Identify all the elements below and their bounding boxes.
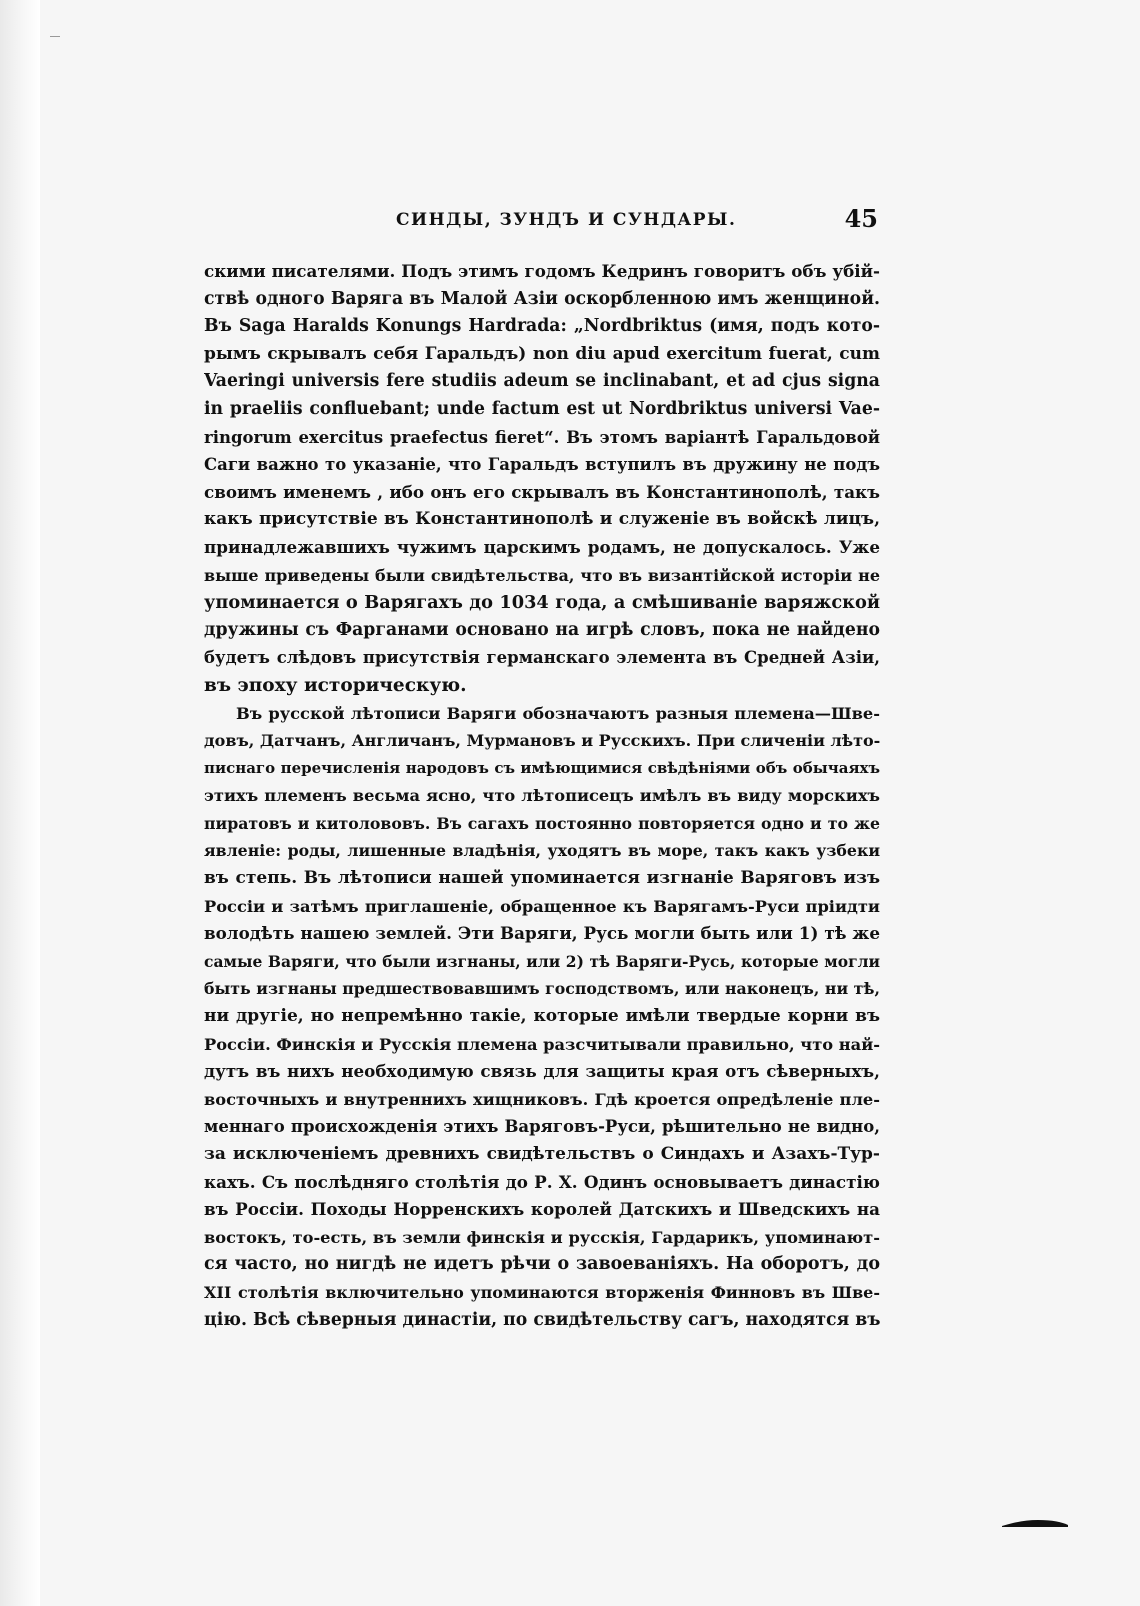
text-line: Саги важно то указаніе, что Гаральдъ вступилъ въ дружину не подъ (204, 455, 880, 475)
text-line: за исключеніемъ древнихъ свидѣтельствъ о Синдахъ и Азахъ-Тур- (204, 1144, 880, 1164)
text-line: быть изгнаны предшествовавшимъ господствомъ, или наконецъ, ни тѣ, (204, 979, 880, 999)
text-line: меннаго происхожденія этихъ Варяговъ-Руси, рѣшительно не видно, (204, 1117, 880, 1137)
text-line: дружины съ Фарганами основано на игрѣ словъ, пока не найдено (204, 619, 880, 640)
scan-mark (50, 36, 60, 37)
page-header (204, 206, 882, 236)
text-line: упоминается о Варягахъ до 1034 года, а смѣшиваніе варяжской (204, 592, 880, 614)
text-line: какъ присутствіе въ Константинополѣ и служеніе въ войскѣ лицъ, (204, 509, 880, 530)
text-line: кахъ. Съ послѣдняго столѣтія до Р. Х. Одинъ основываетъ династію (204, 1171, 880, 1192)
text-line: въ эпоху историческую. (204, 674, 467, 696)
text-line: восточныхъ и внутреннихъ хищниковъ. Гдѣ кроется опредѣленіе пле- (204, 1089, 880, 1109)
paragraph-2 (204, 700, 880, 1335)
text-line: самые Варяги, что были изгнаны, или 2) тѣ Варяги-Русь, которые могли (204, 951, 880, 971)
text-line: ся часто, но нигдѣ не идетъ рѣчи о завоеваніяхъ. На оборотъ, до (204, 1254, 880, 1275)
running-title: СИНДЫ, ЗУНДЪ И СУНДАРЫ. (396, 210, 737, 230)
text-line: писнаго перечисленія народовъ съ имѣющимися свѣдѣніями объ обычаяхъ (204, 758, 880, 777)
text-line: in praeliis confluebant; unde factum est ut Nordbriktus universi Vae- (204, 398, 880, 419)
text-line: довъ, Датчанъ, Англичанъ, Мурмановъ и Русскихъ. При сличеніи лѣто- (204, 731, 880, 751)
paragraph-1 (204, 258, 880, 700)
text-line: въ Россіи. Походы Норренскихъ королей Датскихъ и Шведскихъ на (204, 1199, 880, 1220)
text-body (204, 258, 880, 1334)
text-line: въ степь. Въ лѣтописи нашей упоминается изгнаніе Варяговъ изъ (204, 868, 880, 889)
text-line: ствѣ одного Варяга въ Малой Азіи оскорбленною имъ женщиной. (204, 288, 880, 309)
text-line: ни другіе, но непремѣнно такіе, которые имѣли твердые корни въ (204, 1006, 880, 1027)
text-line: рымъ скрывалъ себя Гаральдъ) non diu apud exercitum fuerat, cum (204, 343, 880, 364)
text-line: выше приведены были свидѣтельства, что въ византійской исторіи не (204, 565, 880, 585)
text-line: ringorum exercitus praefectus fieret“. Въ этомъ варіантѣ Гаральдовой (204, 427, 880, 447)
text-line: XII столѣтія включительно упоминаются вторженія Финновъ въ Шве- (204, 1282, 880, 1302)
text-line: востокъ, то-есть, въ земли финскія и русскія, Гардарикъ, упоминают- (204, 1227, 880, 1247)
text-line: Россіи. Финскія и Русскія племена разсчитывали правильно, что най- (204, 1034, 880, 1054)
text-line: принадлежавшихъ чужимъ царскимъ родамъ, не допускалось. Уже (204, 536, 880, 557)
text-line: пиратовъ и китолововъ. Въ сагахъ постоянно повторяется одно и то же (204, 813, 880, 833)
text-line: цію. Всѣ сѣверныя династіи, по свидѣтельству сагъ, находятся въ (204, 1309, 880, 1330)
text-line: володѣть нашею землей. Эти Варяги, Русь могли быть или 1) тѣ же (204, 923, 880, 944)
ink-blot (1002, 1518, 1068, 1528)
page-number: 45 (844, 204, 878, 233)
text-line: будетъ слѣдовъ присутствія германскаго элемента въ Средней Азіи, (204, 648, 880, 668)
text-line: скими писателями. Подъ этимъ годомъ Кедринъ говоритъ объ убій- (204, 261, 880, 281)
scan-shadow-left (0, 0, 40, 1606)
text-line: Въ Saga Haralds Konungs Hardrada: „Nordbriktus (имя, подъ кото- (204, 316, 880, 337)
text-line: дутъ въ нихъ необходимую связь для защиты края отъ сѣверныхъ, (204, 1061, 880, 1082)
text-line: Vaeringi universis fere studiis adeum se inclinabant, et ad cjus signa (204, 371, 880, 392)
text-line: этихъ племенъ весьма ясно, что лѣтописецъ имѣлъ въ виду морскихъ (204, 786, 880, 806)
text-line: Въ русской лѣтописи Варяги обозначаютъ разныя племена—Шве- (236, 703, 880, 723)
text-line: своимъ именемъ , ибо онъ его скрывалъ въ Константинополѣ, такъ (204, 481, 880, 502)
text-line: Россіи и затѣмъ приглашеніе, обращенное къ Варягамъ-Руси пріидти (204, 896, 880, 916)
text-line: явленіе: роды, лишенные владѣнія, уходятъ въ море, такъ какъ узбеки (204, 841, 880, 861)
